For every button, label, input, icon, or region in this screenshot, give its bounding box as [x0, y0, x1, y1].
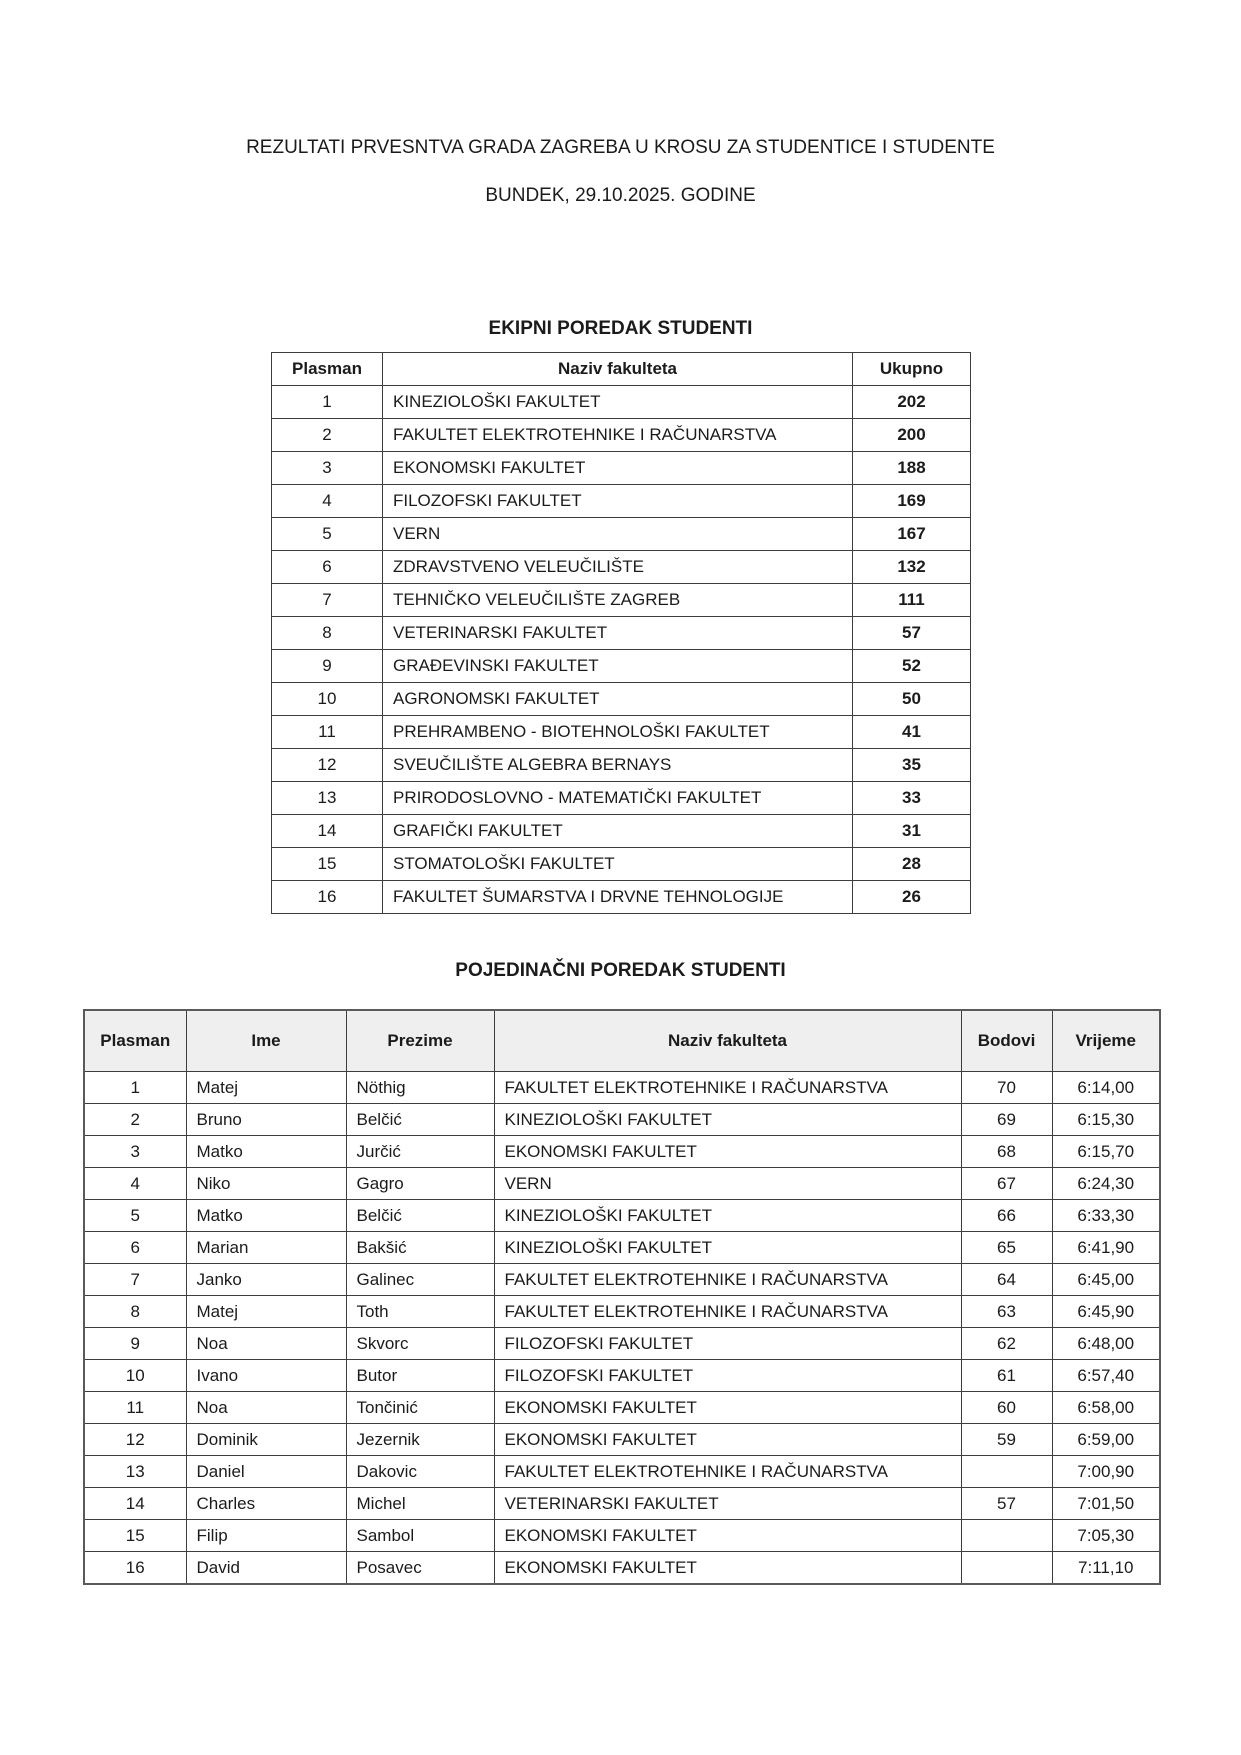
cell-ukupno: 50	[853, 683, 971, 716]
cell-ime: Bruno	[186, 1104, 346, 1136]
team-table-row	[272, 419, 971, 452]
cell-ime: Noa	[186, 1328, 346, 1360]
cell-bodovi: 67	[961, 1168, 1052, 1200]
team-standings-title: EKIPNI POREDAK STUDENTI	[488, 318, 753, 339]
cell-naziv-fakulteta: ZDRAVSTVENO VELEUČILIŠTE	[383, 551, 853, 584]
cell-plasman: 13	[84, 1456, 186, 1488]
cell-vrijeme: 6:33,30	[1052, 1200, 1160, 1232]
cell-vrijeme: 6:15,30	[1052, 1104, 1160, 1136]
cell-plasman: 14	[272, 815, 383, 848]
page-subtitle: BUNDEK, 29.10.2025. GODINE	[485, 185, 756, 206]
cell-prezime: Nöthig	[346, 1072, 494, 1104]
cell-ukupno: 52	[853, 650, 971, 683]
team-table-row	[272, 617, 971, 650]
cell-plasman: 15	[272, 848, 383, 881]
cell-ukupno: 35	[853, 749, 971, 782]
cell-naziv-fakulteta: EKONOMSKI FAKULTET	[494, 1552, 961, 1585]
column-header-vrijeme: Vrijeme	[1052, 1010, 1160, 1072]
individual-table-row	[84, 1456, 1160, 1488]
team-table-row	[272, 716, 971, 749]
cell-naziv-fakulteta: FAKULTET ELEKTROTEHNIKE I RAČUNARSTVA	[494, 1264, 961, 1296]
cell-prezime: Tončinić	[346, 1392, 494, 1424]
cell-vrijeme: 6:58,00	[1052, 1392, 1160, 1424]
cell-naziv-fakulteta: AGRONOMSKI FAKULTET	[383, 683, 853, 716]
cell-prezime: Jurčić	[346, 1136, 494, 1168]
cell-bodovi: 62	[961, 1328, 1052, 1360]
team-table-row	[272, 485, 971, 518]
cell-plasman: 1	[84, 1072, 186, 1104]
cell-ime: Filip	[186, 1520, 346, 1552]
cell-plasman: 7	[272, 584, 383, 617]
individual-table-row	[84, 1264, 1160, 1296]
cell-vrijeme: 6:15,70	[1052, 1136, 1160, 1168]
cell-ukupno: 28	[853, 848, 971, 881]
cell-bodovi: 65	[961, 1232, 1052, 1264]
cell-naziv-fakulteta: FAKULTET ELEKTROTEHNIKE I RAČUNARSTVA	[494, 1072, 961, 1104]
cell-naziv-fakulteta: TEHNIČKO VELEUČILIŠTE ZAGREB	[383, 584, 853, 617]
cell-naziv-fakulteta: EKONOMSKI FAKULTET	[494, 1520, 961, 1552]
cell-plasman: 11	[84, 1392, 186, 1424]
cell-vrijeme: 6:59,00	[1052, 1424, 1160, 1456]
cell-prezime: Michel	[346, 1488, 494, 1520]
cell-ime: Janko	[186, 1264, 346, 1296]
cell-vrijeme: 7:01,50	[1052, 1488, 1160, 1520]
individual-table-row	[84, 1552, 1160, 1585]
cell-ime: Daniel	[186, 1456, 346, 1488]
cell-vrijeme: 6:48,00	[1052, 1328, 1160, 1360]
cell-ukupno: 132	[853, 551, 971, 584]
cell-plasman: 2	[84, 1104, 186, 1136]
column-header-ukupno: Ukupno	[853, 353, 971, 386]
individual-table-row	[84, 1232, 1160, 1264]
individual-standings-title: POJEDINAČNI POREDAK STUDENTI	[455, 960, 786, 981]
cell-vrijeme: 6:57,40	[1052, 1360, 1160, 1392]
cell-bodovi: 61	[961, 1360, 1052, 1392]
cell-ime: Noa	[186, 1392, 346, 1424]
cell-plasman: 16	[84, 1552, 186, 1585]
cell-naziv-fakulteta: FAKULTET ELEKTROTEHNIKE I RAČUNARSTVA	[494, 1456, 961, 1488]
cell-naziv-fakulteta: FAKULTET ELEKTROTEHNIKE I RAČUNARSTVA	[494, 1296, 961, 1328]
cell-naziv-fakulteta: EKONOMSKI FAKULTET	[494, 1392, 961, 1424]
cell-naziv-fakulteta: GRAĐEVINSKI FAKULTET	[383, 650, 853, 683]
cell-prezime: Belčić	[346, 1104, 494, 1136]
cell-ukupno: 31	[853, 815, 971, 848]
cell-naziv-fakulteta: EKONOMSKI FAKULTET	[383, 452, 853, 485]
cell-naziv-fakulteta: KINEZIOLOŠKI FAKULTET	[494, 1232, 961, 1264]
cell-plasman: 6	[84, 1232, 186, 1264]
individual-table-row	[84, 1488, 1160, 1520]
cell-vrijeme: 6:45,00	[1052, 1264, 1160, 1296]
cell-vrijeme: 6:41,90	[1052, 1232, 1160, 1264]
cell-ime: Charles	[186, 1488, 346, 1520]
cell-naziv-fakulteta: EKONOMSKI FAKULTET	[494, 1424, 961, 1456]
team-table-row	[272, 452, 971, 485]
individual-standings-table	[83, 1009, 1161, 1585]
individual-table-row	[84, 1200, 1160, 1232]
cell-prezime: Jezernik	[346, 1424, 494, 1456]
team-table-row	[272, 518, 971, 551]
column-header-naziv-fakulteta: Naziv fakulteta	[494, 1010, 961, 1072]
cell-vrijeme: 7:05,30	[1052, 1520, 1160, 1552]
cell-plasman: 16	[272, 881, 383, 914]
cell-ime: Niko	[186, 1168, 346, 1200]
cell-prezime: Butor	[346, 1360, 494, 1392]
individual-table-row	[84, 1392, 1160, 1424]
cell-ime: Matko	[186, 1136, 346, 1168]
cell-ime: Marian	[186, 1232, 346, 1264]
team-standings-table	[271, 352, 971, 914]
cell-naziv-fakulteta: SVEUČILIŠTE ALGEBRA BERNAYS	[383, 749, 853, 782]
cell-ime: Ivano	[186, 1360, 346, 1392]
individual-table-row	[84, 1328, 1160, 1360]
cell-plasman: 3	[272, 452, 383, 485]
cell-ukupno: 26	[853, 881, 971, 914]
team-table-header-row	[272, 353, 971, 386]
cell-plasman: 3	[84, 1136, 186, 1168]
cell-bodovi: 63	[961, 1296, 1052, 1328]
team-table-row	[272, 551, 971, 584]
cell-plasman: 9	[272, 650, 383, 683]
cell-plasman: 1	[272, 386, 383, 419]
column-header-bodovi: Bodovi	[961, 1010, 1052, 1072]
column-header-naziv-fakulteta: Naziv fakulteta	[383, 353, 853, 386]
cell-vrijeme: 6:14,00	[1052, 1072, 1160, 1104]
cell-prezime: Posavec	[346, 1552, 494, 1585]
cell-naziv-fakulteta: FILOZOFSKI FAKULTET	[383, 485, 853, 518]
cell-naziv-fakulteta: VETERINARSKI FAKULTET	[494, 1488, 961, 1520]
cell-plasman: 14	[84, 1488, 186, 1520]
cell-bodovi: 64	[961, 1264, 1052, 1296]
individual-table-header-row	[84, 1010, 1160, 1072]
cell-ime: Dominik	[186, 1424, 346, 1456]
cell-plasman: 11	[272, 716, 383, 749]
page-title: REZULTATI PRVESNTVA GRADA ZAGREBA U KROSU ZA STUDENTICE I STUDENTE	[246, 137, 995, 158]
column-header-ime: Ime	[186, 1010, 346, 1072]
cell-plasman: 5	[272, 518, 383, 551]
cell-plasman: 15	[84, 1520, 186, 1552]
cell-plasman: 12	[272, 749, 383, 782]
cell-naziv-fakulteta: KINEZIOLOŠKI FAKULTET	[494, 1104, 961, 1136]
cell-ime: Matej	[186, 1296, 346, 1328]
cell-ukupno: 33	[853, 782, 971, 815]
cell-bodovi: 69	[961, 1104, 1052, 1136]
column-header-plasman: Plasman	[272, 353, 383, 386]
cell-naziv-fakulteta: FILOZOFSKI FAKULTET	[494, 1328, 961, 1360]
individual-table-row	[84, 1104, 1160, 1136]
cell-naziv-fakulteta: FAKULTET ELEKTROTEHNIKE I RAČUNARSTVA	[383, 419, 853, 452]
cell-naziv-fakulteta: KINEZIOLOŠKI FAKULTET	[383, 386, 853, 419]
team-table-row	[272, 782, 971, 815]
cell-bodovi	[961, 1520, 1052, 1552]
individual-table-row	[84, 1136, 1160, 1168]
cell-prezime: Belčić	[346, 1200, 494, 1232]
cell-plasman: 12	[84, 1424, 186, 1456]
cell-bodovi	[961, 1552, 1052, 1585]
individual-table-row	[84, 1168, 1160, 1200]
column-header-prezime: Prezime	[346, 1010, 494, 1072]
cell-naziv-fakulteta: GRAFIČKI FAKULTET	[383, 815, 853, 848]
cell-naziv-fakulteta: VERN	[383, 518, 853, 551]
cell-bodovi	[961, 1456, 1052, 1488]
cell-plasman: 4	[84, 1168, 186, 1200]
cell-prezime: Galinec	[346, 1264, 494, 1296]
cell-prezime: Sambol	[346, 1520, 494, 1552]
cell-plasman: 2	[272, 419, 383, 452]
cell-plasman: 10	[272, 683, 383, 716]
cell-prezime: Dakovic	[346, 1456, 494, 1488]
individual-table-row	[84, 1520, 1160, 1552]
team-table-row	[272, 881, 971, 914]
cell-vrijeme: 7:00,90	[1052, 1456, 1160, 1488]
individual-table-row	[84, 1296, 1160, 1328]
cell-prezime: Toth	[346, 1296, 494, 1328]
team-table-row	[272, 815, 971, 848]
cell-plasman: 10	[84, 1360, 186, 1392]
cell-plasman: 6	[272, 551, 383, 584]
cell-naziv-fakulteta: FAKULTET ŠUMARSTVA I DRVNE TEHNOLOGIJE	[383, 881, 853, 914]
cell-vrijeme: 7:11,10	[1052, 1552, 1160, 1585]
cell-ukupno: 167	[853, 518, 971, 551]
team-table-row	[272, 650, 971, 683]
cell-naziv-fakulteta: VERN	[494, 1168, 961, 1200]
cell-ukupno: 188	[853, 452, 971, 485]
cell-plasman: 8	[272, 617, 383, 650]
cell-plasman: 7	[84, 1264, 186, 1296]
cell-prezime: Gagro	[346, 1168, 494, 1200]
cell-vrijeme: 6:24,30	[1052, 1168, 1160, 1200]
team-table-row	[272, 584, 971, 617]
team-table-row	[272, 683, 971, 716]
cell-ukupno: 111	[853, 584, 971, 617]
cell-bodovi: 66	[961, 1200, 1052, 1232]
cell-naziv-fakulteta: PREHRAMBENO - BIOTEHNOLOŠKI FAKULTET	[383, 716, 853, 749]
individual-table-row	[84, 1424, 1160, 1456]
cell-bodovi: 68	[961, 1136, 1052, 1168]
cell-bodovi: 59	[961, 1424, 1052, 1456]
cell-ime: Matko	[186, 1200, 346, 1232]
cell-bodovi: 60	[961, 1392, 1052, 1424]
cell-ukupno: 202	[853, 386, 971, 419]
team-table-row	[272, 848, 971, 881]
cell-bodovi: 57	[961, 1488, 1052, 1520]
cell-prezime: Skvorc	[346, 1328, 494, 1360]
cell-naziv-fakulteta: EKONOMSKI FAKULTET	[494, 1136, 961, 1168]
cell-plasman: 8	[84, 1296, 186, 1328]
cell-naziv-fakulteta: VETERINARSKI FAKULTET	[383, 617, 853, 650]
cell-ime: Matej	[186, 1072, 346, 1104]
column-header-plasman: Plasman	[84, 1010, 186, 1072]
cell-ukupno: 41	[853, 716, 971, 749]
cell-naziv-fakulteta: KINEZIOLOŠKI FAKULTET	[494, 1200, 961, 1232]
cell-ukupno: 57	[853, 617, 971, 650]
team-table-row	[272, 749, 971, 782]
cell-naziv-fakulteta: FILOZOFSKI FAKULTET	[494, 1360, 961, 1392]
cell-ime: David	[186, 1552, 346, 1585]
cell-bodovi: 70	[961, 1072, 1052, 1104]
individual-table-row	[84, 1072, 1160, 1104]
team-table-row	[272, 386, 971, 419]
cell-plasman: 4	[272, 485, 383, 518]
cell-plasman: 5	[84, 1200, 186, 1232]
cell-naziv-fakulteta: PRIRODOSLOVNO - MATEMATIČKI FAKULTET	[383, 782, 853, 815]
cell-naziv-fakulteta: STOMATOLOŠKI FAKULTET	[383, 848, 853, 881]
cell-vrijeme: 6:45,90	[1052, 1296, 1160, 1328]
individual-table-row	[84, 1360, 1160, 1392]
cell-ukupno: 200	[853, 419, 971, 452]
cell-plasman: 13	[272, 782, 383, 815]
cell-plasman: 9	[84, 1328, 186, 1360]
cell-ukupno: 169	[853, 485, 971, 518]
cell-prezime: Bakšić	[346, 1232, 494, 1264]
